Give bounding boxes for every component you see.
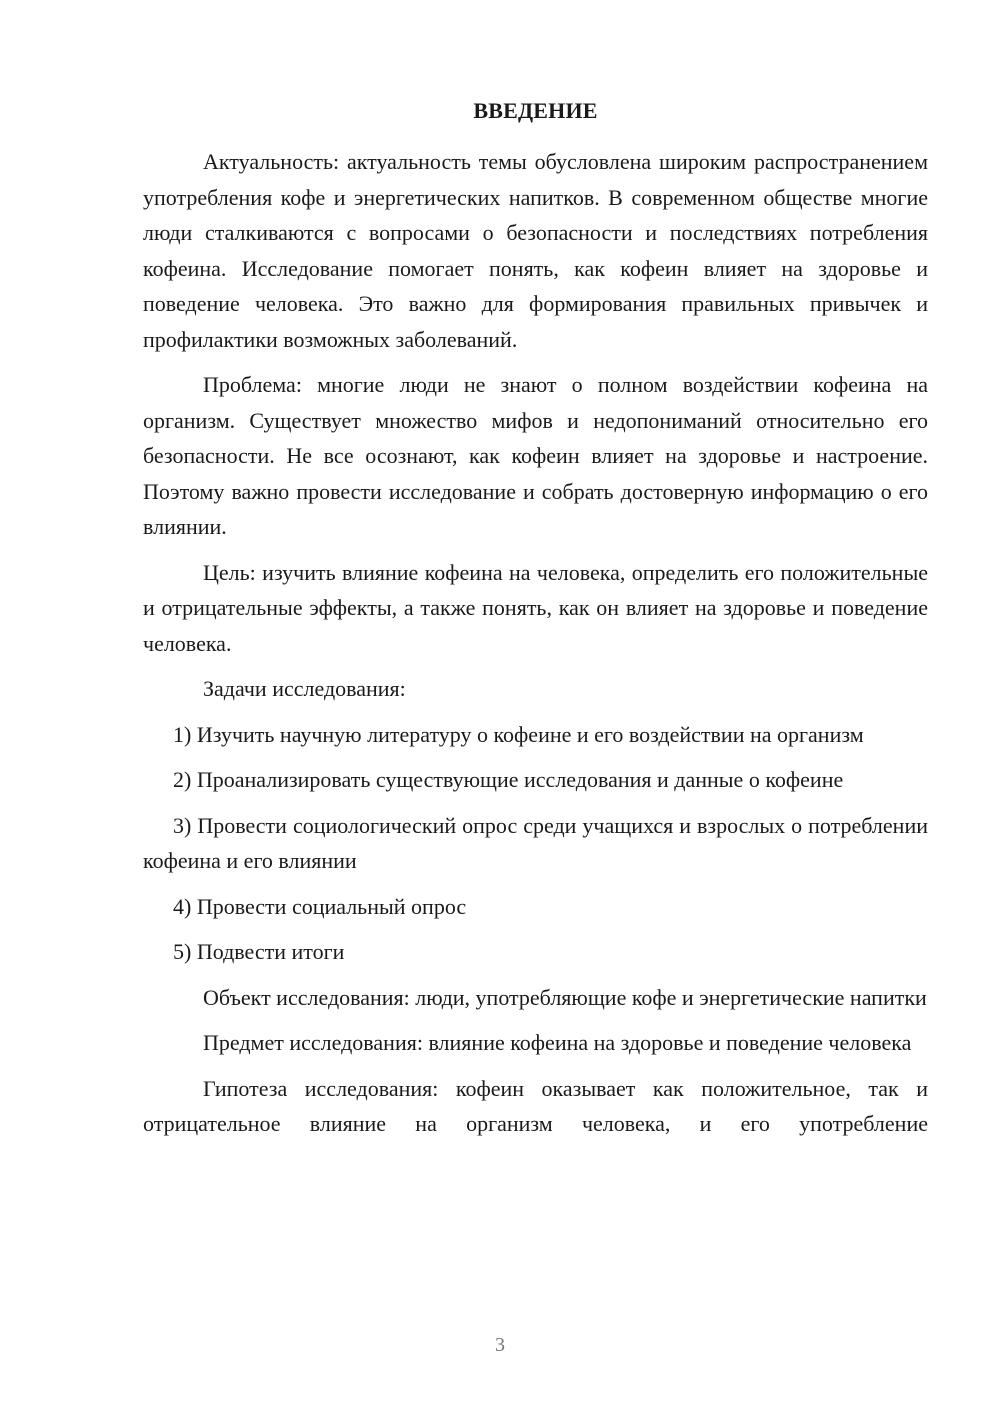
task-item: 1) Изучить научную литературу о кофеине и его воздействии на организм (173, 721, 864, 747)
relevance-paragraph: Актуальность: актуальность темы обусловлена широким распространением употребления кофе и энергетических напитков. В современном обществе многие люди сталкиваются с вопросами о безопасности и последствиях потребления кофеина. Исследование помогает понять, как кофеин влияет на здоровье и поведение человека. Это важно для формирования правильных привычек и профилактики возможных заболеваний. (143, 149, 928, 352)
task-item: 2) Проанализировать существующие исследования и данные о кофеине (173, 767, 844, 792)
hypothesis-paragraph: Гипотеза исследования: кофеин оказывает как положительное, так и отрицательное влияние на организм человека, и его употребление (143, 1075, 928, 1136)
tasks-heading: Задачи исследования: (203, 676, 406, 701)
subject-paragraph: Предмет исследования: влияние кофеина на здоровье и поведение человека (203, 1030, 912, 1055)
object-paragraph: Объект исследования: люди, употребляющие кофе и энергетические напитки (203, 984, 927, 1010)
problem-paragraph: Проблема: многие люди не знают о полном воздействии кофеина на организм. Существует множество мифов и недопониманий относительно его безопасности. Не все осознают, как кофеин влияет на здоровье и настроение. Поэтому важно провести исследование и собрать достоверную информацию о его влиянии. (143, 372, 928, 539)
task-item: 5) Подвести итоги (173, 939, 345, 964)
section-title: ВВЕДЕНИЕ (473, 98, 598, 123)
goal-paragraph: Цель: изучить влияние кофеина на человека, определить его положительные и отрицательные эффекты, а также понять, как он влияет на здоровье и поведение человека. (143, 559, 928, 656)
task-item: 3) Провести социологический опрос среди учащихся и взрослых о потреблении кофеина и его влиянии (143, 812, 928, 873)
task-item: 4) Провести социальный опрос (173, 893, 467, 919)
document-page (143, 96, 928, 1152)
page-number: 3 (495, 1334, 505, 1356)
